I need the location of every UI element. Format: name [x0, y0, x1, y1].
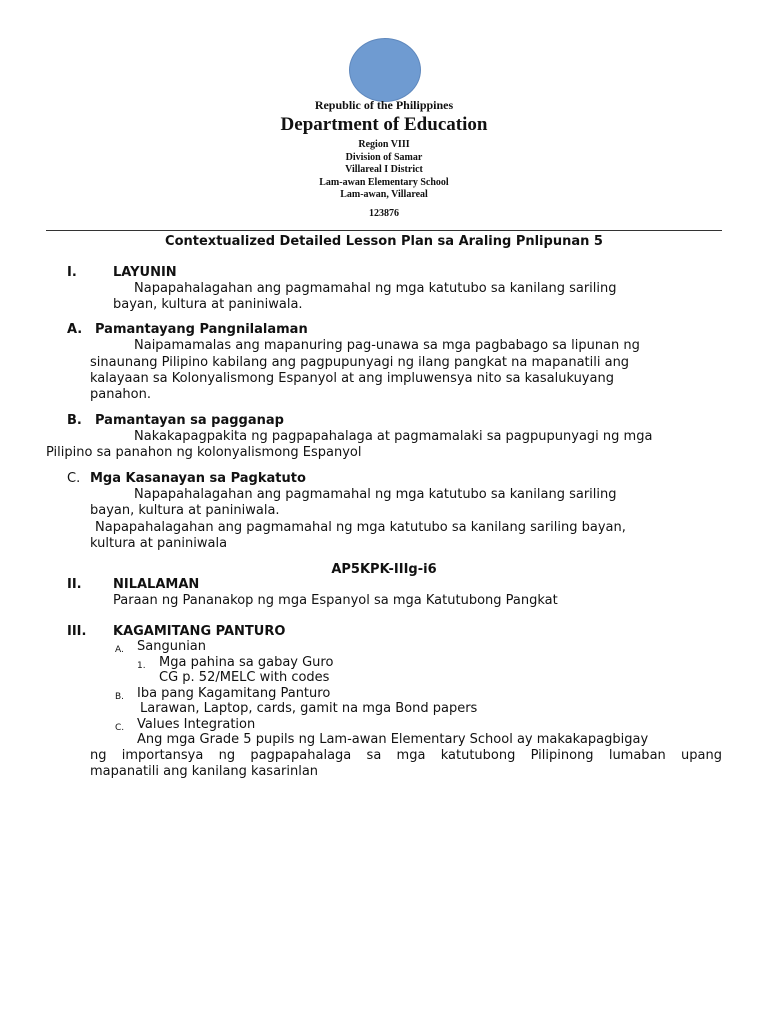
paragraph-line: sinaunang Pilipino kabilang ang pagpupunyagi ng ilang pangkat na mapanatili ang [90, 355, 630, 370]
list-letter: B. [115, 692, 125, 702]
section-title-kasanayan: Mga Kasanayan sa Pagkatuto [90, 471, 306, 486]
paragraph-line: panahon. [90, 387, 151, 402]
section-title-kagamitan: KAGAMITANG PANTURO [113, 624, 286, 639]
section-title-nilalaman: NILALAMAN [113, 577, 200, 592]
address-line: Lam-awan, Villareal [340, 189, 428, 200]
list-letter: A. [115, 645, 124, 655]
school-id: 123876 [369, 208, 399, 219]
paragraph-line: mapanatili ang kanilang kasarinlan [90, 764, 319, 779]
paragraph-line: Napapahalagahan ang pagmamahal ng mga katutubo sa kanilang sariling bayan, [95, 520, 626, 535]
section-title-layunin: LAYUNIN [113, 265, 177, 280]
paragraph-line: Pilipino sa panahon ng kolonyalismong Espanyol [46, 445, 362, 460]
paragraph-line: Naipamamalas ang mapanuring pag-unawa sa mga pagbabago sa lipunan ng [134, 338, 640, 353]
paragraph-line: Paraan ng Pananakop ng mga Espanyol sa mga Katutubong Pangkat [113, 593, 558, 608]
list-subitem: Larawan, Laptop, cards, gamit na mga Bond papers [140, 701, 478, 716]
list-item: Iba pang Kagamitang Panturo [137, 686, 331, 701]
section-number: I. [67, 265, 77, 280]
section-number: II. [67, 577, 82, 592]
paragraph-line: bayan, kultura at paniniwala. [113, 297, 303, 312]
paragraph-line: Nakakapagpakita ng pagpapahalaga at pagmamalaki sa pagpupunyagi ng mga [134, 429, 653, 444]
section-letter: B. [67, 413, 82, 428]
section-title-pangnilalaman: Pamantayang Pangnilalaman [95, 322, 308, 337]
section-letter: A. [67, 322, 83, 337]
list-number: 1. [137, 661, 146, 671]
paragraph-line: bayan, kultura at paniniwala. [90, 503, 280, 518]
section-letter: C. [67, 471, 81, 486]
plan-title: Contextualized Detailed Lesson Plan sa Araling Pnlipunan 5 [165, 234, 603, 249]
list-subitem: CG p. 52/MELC with codes [159, 670, 330, 685]
school-line: Lam-awan Elementary School [319, 176, 449, 188]
paragraph-line: ng importansya ng pagpapahalaga sa mga katutubong Pilipinong lumaban upang [90, 748, 722, 763]
division-line: Division of Samar [345, 151, 423, 163]
section-title-pagganap: Pamantayan sa pagganap [95, 413, 284, 428]
competency-code: AP5KPK-IIIg-i6 [331, 562, 437, 577]
header-divider [46, 230, 722, 231]
region-line: Region VIII [358, 139, 410, 150]
paragraph-line: Ang mga Grade 5 pupils ng Lam-awan Elementary School ay makakapagbigay [137, 732, 649, 747]
deped-seal-logo [349, 38, 421, 102]
paragraph-line: kultura at paniniwala [90, 536, 228, 551]
district-line: Villareal I District [345, 164, 423, 175]
department-title: Department of Education [280, 114, 488, 135]
list-item: Mga pahina sa gabay Guro [159, 655, 334, 670]
republic-line: Republic of the Philippines [314, 98, 454, 112]
address-block [0, 139, 768, 202]
paragraph-line: Napapahalagahan ang pagmamahal ng mga katutubo sa kanilang sariling [134, 487, 617, 502]
section-number: III. [67, 624, 87, 639]
list-item: Sangunian [137, 639, 207, 654]
paragraph-line: kalayaan sa Kolonyalismong Espanyol at ang impluwensya nito sa kasalukuyang [90, 371, 614, 386]
paragraph-line: Napapahalagahan ang pagmamahal ng mga katutubo sa kanilang sariling [134, 281, 617, 296]
list-item: Values Integration [137, 717, 256, 732]
list-letter: C. [115, 723, 125, 733]
